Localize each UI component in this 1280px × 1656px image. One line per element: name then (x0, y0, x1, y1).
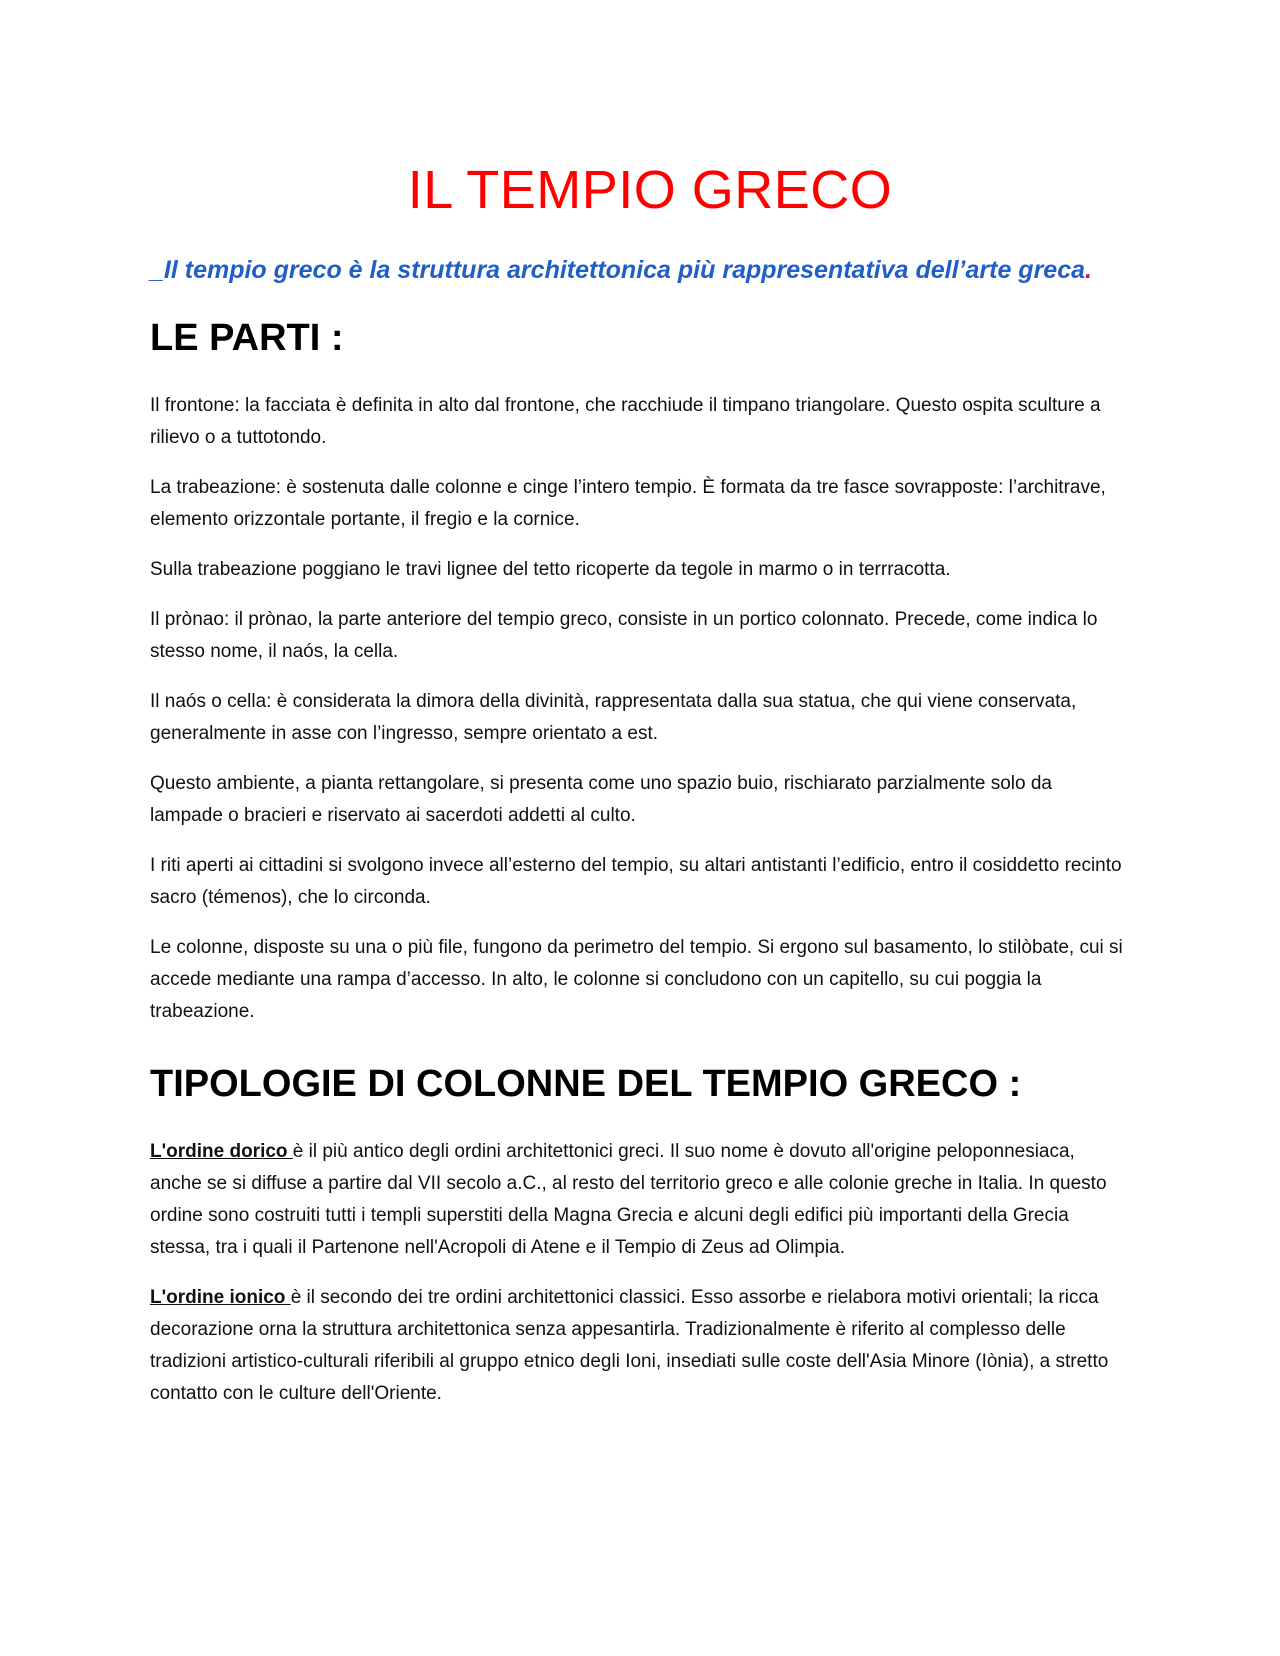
document-title: IL TEMPIO GRECO (407, 160, 893, 220)
paragraph-ordine-dorico (150, 1136, 1130, 1264)
paragraph-riti: I riti aperti ai cittadini si svolgono invece all’esterno del tempio, su altari antistanti l’edificio, entro il cosiddetto recinto sacro (témenos), che lo circonda. (150, 855, 1122, 908)
document-body (150, 150, 1130, 1410)
subtitle-text: _Il tempio greco è la struttura architettonica più rappresentativa dell’arte greca (150, 256, 1086, 284)
section-heading-tipologie: TIPOLOGIE DI COLONNE DEL TEMPIO GRECO : (150, 1063, 1022, 1105)
paragraph-naos: Il naós o cella: è considerata la dimora della divinità, rappresentata dalla sua statua, che qui viene conservata, generalmente in asse con l’ingresso, sempre orientato a est. (150, 691, 1077, 744)
document-subtitle (150, 250, 1130, 290)
paragraph-colonne: Le colonne, disposte su una o più file, fungono da perimetro del tempio. Si ergono sul basamento, lo stilòbate, cui si accede mediante una rampa d’accesso. In alto, le colonne si concludono con un capitello, su cui poggia la trabeazione. (150, 937, 1123, 1022)
text-ordine-ionico: è il secondo dei tre ordini architettonici classici. Esso assorbe e rielabora motivi orientali; la ricca decorazione orna la struttura architettonica senza appesantirla. Tradizionalmente è riferito al complesso delle tradizioni artistico-culturali riferibili al gruppo etnico degli Ioni, insediati sulle coste dell'Asia Minore (Iònia), a stretto contatto con le culture dell'Oriente. (150, 1287, 1109, 1404)
paragraph-trabeazione: La trabeazione: è sostenuta dalle colonne e cinge l’intero tempio. È formata da tre fasce sovrapposte: l’architrave, elemento orizzontale portante, il fregio e la cornice. (150, 477, 1106, 530)
paragraph-tetto: Sulla trabeazione poggiano le travi lignee del tetto ricoperte da tegole in marmo o in terrracotta. (150, 559, 951, 580)
section-heading-parts: LE PARTI : (150, 317, 344, 359)
paragraph-pronao: Il prònao: il prònao, la parte anteriore del tempio greco, consiste in un portico colonnato. Precede, come indica lo stesso nome, il naós, la cella. (150, 609, 1098, 662)
paragraph-ordine-ionico (150, 1282, 1130, 1410)
paragraph-ambiente: Questo ambiente, a pianta rettangolare, si presenta come uno spazio buio, rischiarato parzialmente solo da lampade o bracieri e riservato ai sacerdoti addetti al culto. (150, 773, 1052, 826)
term-ordine-dorico: L'ordine dorico (150, 1141, 293, 1162)
paragraph-frontone: Il frontone: la facciata è definita in alto dal frontone, che racchiude il timpano triangolare. Questo ospita sculture a rilievo o a tuttotondo. (150, 395, 1101, 448)
term-ordine-ionico: L'ordine ionico (150, 1287, 291, 1308)
subtitle-period: . (1085, 256, 1092, 284)
text-ordine-dorico: è il più antico degli ordini architettonici greci. Il suo nome è dovuto all'origine peloponnesiaca, anche se si diffuse a partire dal VII secolo a.C., al resto del territorio greco e alle colonie greche in Italia. In questo ordine sono costruiti tutti i templi superstiti della Magna Grecia e alcuni degli edifici più importanti della Grecia stessa, tra i quali il Partenone nell'Acropoli di Atene e il Tempio di Zeus ad Olimpia. (150, 1141, 1107, 1258)
